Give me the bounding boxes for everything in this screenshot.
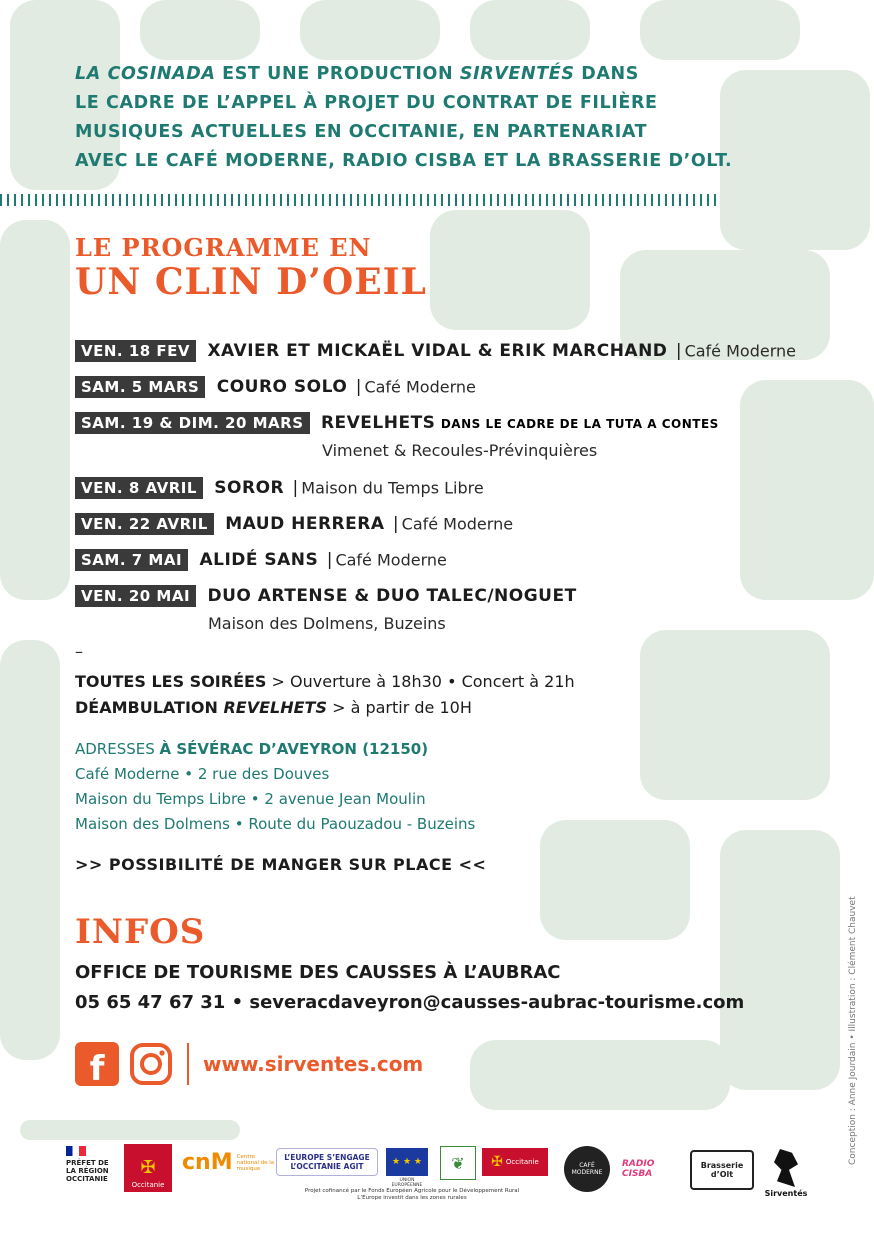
funding-note: Projet cofinancé par le Fonds Européen Agricole pour le Développement Rural L’Europe investit dans les zones rurales [304,1188,520,1201]
deambulation-line [75,698,472,717]
address-line: Café Moderne • 2 rue des Douves [75,765,330,783]
programme-title [75,233,427,303]
event-artist: MAUD HERRERA [225,514,385,534]
event-6 [75,549,447,571]
programme-title-line-2: UN CLIN D’OEIL [75,261,427,303]
vertical-separator [187,1043,189,1085]
soirees-label: TOUTES LES SOIRÉES [75,672,267,691]
event-date: VEN. 18 FEV [75,340,196,362]
event-artist: REVELHETS [320,413,436,433]
event-artist: SOROR [214,478,285,498]
event-venue: Café Moderne [401,514,514,534]
occitan-cross-icon: ✠ [140,1157,156,1178]
event-date: SAM. 7 MAI [75,549,188,571]
event-date: SAM. 19 & DIM. 20 MARS [75,412,310,434]
event-artist: DUO ARTENSE & DUO TALEC/NOGUET [207,586,577,606]
intro-line-2: LE CADRE DE L’APPEL À PROJET DU CONTRAT DE FILIÈRE [75,93,658,113]
event-venue: Café Moderne [364,377,476,397]
eu-label: UNION EUROPÉENNE [391,1178,423,1188]
event-artist: COURO SOLO [216,377,348,397]
event-venue: Maison du Temps Libre [301,478,484,498]
event-7-venue: Maison des Dolmens, Buzeins [208,614,446,633]
address-line: Maison des Dolmens • Route du Paouzadou - Buzeins [75,815,476,833]
event-date: VEN. 8 AVRIL [75,477,203,499]
dotted-divider [0,194,720,206]
soirees-text: > Ouverture à 18h30 • Concert à 21h [266,672,575,691]
cnm-logo: cnM Centre national de la musique [182,1150,275,1175]
event-7 [75,585,577,607]
addresses-block [75,737,475,837]
occitanie-logo-2: ✠ Occitanie [482,1148,548,1176]
event-venue: Café Moderne [684,341,796,361]
deambulation-label-italic: REVELHETS [223,698,327,717]
event-artist: XAVIER ET MICKAËL VIDAL & ERIK MARCHAND [207,341,668,361]
design-credit: Conception : Anne Jourdain • Illustration : Clément Chauvet [848,896,858,1165]
sirventes-logo: Sirventés [762,1138,810,1198]
intro-paragraph [75,60,795,176]
social-links [75,1042,424,1089]
event-2 [75,376,476,398]
eat-on-site-note: >> POSSIBILITÉ DE MANGER SUR PLACE << [75,855,487,874]
intro-line-3: MUSIQUES ACTUELLES EN OCCITANIE, EN PARTENARIAT [75,122,648,142]
infos-title: INFOS [75,912,206,952]
tourist-office-name: OFFICE DE TOURISME DES CAUSSES À L’AUBRAC [75,962,561,983]
event-5 [75,513,513,535]
event-date: VEN. 20 MAI [75,585,196,607]
event-separator: | [326,550,333,570]
partner-logos [66,1138,810,1208]
soirees-line [75,672,575,691]
intro-line-1: LA COSINADA EST UNE PRODUCTION SIRVENTÉS DANS [75,64,639,84]
tourist-office-contact[interactable]: 05 65 47 67 31 • severacdaveyron@causses-aubrac-tourisme.com [75,992,745,1013]
event-1 [75,340,796,362]
event-venue: Café Moderne [335,550,447,570]
leader-logo-icon: ❦ [440,1146,476,1180]
eu-flag-icon: ★ ★ ★ [386,1148,428,1176]
event-note: DANS LE CADRE DE LA TUTA A CONTES [440,417,719,431]
deambulation-text: > à partir de 10H [326,698,472,717]
event-separator: | [355,377,362,397]
cafe-moderne-logo: CAFÉ MODERNE [564,1146,610,1192]
event-artist: ALIDÉ SANS [199,550,319,570]
occitan-cross-icon: ✠ [491,1154,503,1170]
radio-cisba-logo: RADIO CISBA [622,1159,655,1179]
event-3-venue: Vimenet & Recoules-Prévinquières [322,441,598,460]
instagram-icon[interactable] [129,1042,173,1086]
occitanie-logo: ✠ Occitanie [124,1144,172,1192]
event-separator: | [292,478,299,498]
deambulation-label: DÉAMBULATION [75,698,224,717]
event-3 [75,412,719,434]
website-link[interactable]: www.sirventes.com [203,1052,424,1076]
event-4 [75,477,484,499]
brasserie-olt-logo: Brasserie d’Olt [690,1150,754,1190]
intro-line-4: AVEC LE CAFÉ MODERNE, RADIO CISBA ET LA BRASSERIE D’OLT. [75,151,733,171]
sirventes-mark-icon [771,1149,801,1187]
french-flag-icon [66,1146,86,1156]
event-date: VEN. 22 AVRIL [75,513,214,535]
event-date: SAM. 5 MARS [75,376,205,398]
address-line: Maison du Temps Libre • 2 avenue Jean Moulin [75,790,426,808]
event-separator: | [392,514,399,534]
event-separator: | [675,341,682,361]
europe-engage-logo: L’EUROPE S’ENGAGE L’OCCITANIE AGIT [276,1148,378,1176]
addresses-heading: ADRESSES À SÉVÉRAC D’AVEYRON (12150) [75,740,429,758]
facebook-icon[interactable]: f [75,1042,119,1086]
programme-title-line-1: LE PROGRAMME EN [75,233,372,262]
prefet-logo: PRÉFET DE LA RÉGION OCCITANIE [66,1146,112,1183]
dash-separator: – [75,642,83,661]
